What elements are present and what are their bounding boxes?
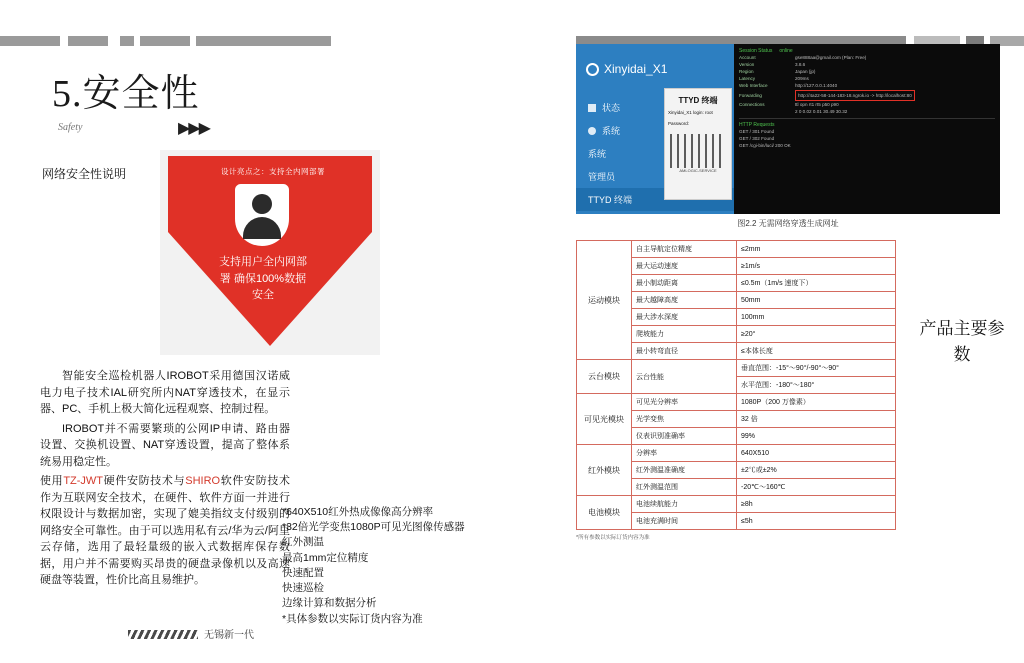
sidebar-item-label: 系统 (602, 126, 621, 136)
session-status-label: Session Status (739, 48, 773, 54)
table-value-cell: ≤本体长度 (737, 343, 896, 360)
sidebar-item-label: TTYD 终端 (588, 195, 632, 205)
console-sidebar (576, 44, 734, 214)
spec-bullet-list (282, 505, 482, 627)
status-value: 3.8.6 (795, 62, 806, 68)
table-row (577, 360, 896, 377)
terminal-login-line: Xinyidai_X1 login: root (668, 110, 713, 115)
table-value-cell: 640X510 (737, 445, 896, 462)
status-value: 2 0 0.02 0.01 30.49 30.32 (795, 108, 848, 114)
sidebar-item-label: 系统 (588, 149, 607, 159)
status-value: http://127.0.0.1:4040 (795, 83, 838, 89)
forwarding-row (739, 90, 995, 101)
list-item: 快速配置 (282, 566, 324, 579)
shield-text-line-2: 署 确保100%数据 (219, 272, 307, 285)
body-copy (40, 368, 290, 592)
gear-icon (588, 127, 596, 135)
spec-table (576, 240, 896, 530)
console-brand-label: Xinyidai_X1 (604, 62, 668, 76)
spec-table-wrapper (576, 240, 896, 541)
page-subtitle: Safety (58, 122, 83, 133)
shield-text-line-3: 安全 (252, 289, 274, 301)
list-item: 快速巡检 (282, 582, 324, 595)
table-key-cell: 电池续航能力 (632, 496, 737, 513)
status-row (739, 54, 995, 61)
http-log-row: GET / 301 Found (739, 128, 775, 134)
status-key: Version (739, 62, 755, 68)
table-key-cell: 爬坡能力 (632, 326, 737, 343)
table-value-cell: 32 倍 (737, 411, 896, 428)
table-key-cell: 最大涉水深度 (632, 309, 737, 326)
list-item: 红外测温 (282, 536, 324, 549)
table-key-cell: 电池充满时间 (632, 513, 737, 530)
paragraph-2: IROBOT并不需要繁琐的公网IP申请、路由器设置、交换机设置、NAT穿透设置，提高了整体系统易用稳定性。 (40, 422, 290, 468)
table-value-cell: 垂直范围：-15°～90°/-90°～90° (737, 360, 896, 377)
table-value-cell: 50mm (737, 292, 896, 309)
forwarding-url-highlight: http://4a22-58-144-183-18.ngrok.io -> http://localhost:80 (795, 90, 915, 101)
terminal-footer: AMLOGIC-SERVICE (679, 167, 717, 173)
footer-stripes-decoration (128, 630, 198, 639)
table-group-cell: 云台模块 (577, 360, 632, 394)
status-row (739, 75, 995, 82)
grid-icon (588, 104, 596, 112)
table-key-cell: 自主导航定位精度 (632, 241, 737, 258)
table-key-cell: 云台性能 (632, 360, 737, 394)
table-key-cell: 最小转弯直径 (632, 343, 737, 360)
table-key-cell: 光学变焦 (632, 411, 737, 428)
paragraph-3-post: 软件安防技术作为互联网安全技术，在硬件、软件方面一并进行权限设计与数据加密，实现了媲美指纹支付级别的网络安全可靠性。由于可以选用私有云/华为云/阿里云存储，选用了最轻量级的嵌入式数据库保存数据，用户并不需要购买昂贵的硬盘录像机以及高速硬盘等装置，性价比高且易维护。 (40, 475, 291, 586)
status-key: Web Interface (739, 83, 768, 89)
table-group-cell: 电池模块 (577, 496, 632, 530)
status-key: Forwarding (739, 92, 762, 98)
status-value: ttl opn rt1 rt5 p50 p90 (795, 101, 839, 107)
sidebar-item-label: 管理员 (588, 172, 616, 182)
console-screenshot (576, 44, 1000, 214)
person-shield-icon (235, 184, 289, 246)
right-section-title: 产品主要参数 (919, 319, 1005, 364)
status-row (739, 61, 995, 68)
tech-term-tz-jwt: TZ-JWT (63, 475, 104, 487)
table-value-cell: ≥8h (737, 496, 896, 513)
table-value-cell: 水平范围：-180°～180° (737, 377, 896, 394)
table-row (577, 445, 896, 462)
table-row (577, 394, 896, 411)
table-group-cell: 可见光模块 (577, 394, 632, 445)
http-log-row: GET / 302 Found (739, 135, 775, 141)
page-title: 5.安全性 (52, 73, 200, 115)
http-requests-header: HTTP Requests (739, 121, 775, 128)
terminal-ascii-art (670, 134, 726, 168)
table-group-cell: 红外模块 (577, 445, 632, 496)
table-value-cell: ≤5h (737, 513, 896, 530)
paragraph-3-pre: 使用 (40, 475, 64, 487)
table-value-cell: 100mm (737, 309, 896, 326)
table-group-cell: 运动模块 (577, 241, 632, 360)
paragraph-3-mid: 硬件安防技术与 (103, 475, 186, 487)
table-value-cell: ≤0.5m（1m/s 速度下） (737, 275, 896, 292)
status-value: Japan (jp) (795, 69, 816, 75)
table-key-cell: 最大运动速度 (632, 258, 737, 275)
status-key: Latency (739, 76, 756, 82)
right-column (576, 44, 1006, 541)
shield-text (188, 254, 338, 304)
session-status-value: online (779, 48, 793, 54)
list-item: *具体参数以实际订货内容为准 (282, 612, 423, 625)
shield-banner-text: 设计亮点之：支持全内网部署 (221, 167, 325, 176)
status-row (739, 108, 995, 115)
console-brand (586, 62, 667, 76)
table-footnote: *所有参数以实际订货内容为准 (576, 535, 650, 541)
list-item: *32倍光学变焦1080P可见光图像传感器 (282, 521, 465, 534)
ngrok-status-panel (734, 44, 1000, 214)
table-value-cell: ≤2mm (737, 241, 896, 258)
status-value: gse888aa@gmail.com (Plan: Free) (795, 55, 867, 60)
table-row (577, 241, 896, 258)
status-row (739, 68, 995, 75)
table-value-cell: -20℃～160℃ (737, 479, 896, 496)
tech-term-shiro: SHIRO (185, 475, 221, 487)
table-key-cell: 最小制动距离 (632, 275, 737, 292)
shield-text-line-1: 支持用户全内网部 (219, 256, 307, 268)
divider (739, 118, 995, 119)
status-key: Account (739, 55, 756, 60)
status-key: Region (739, 69, 754, 75)
table-key-cell: 分辨率 (632, 445, 737, 462)
section-caption: 网络安全性说明 (42, 167, 127, 181)
terminal-window[interactable] (664, 88, 732, 200)
table-key-cell: 可见光分辨率 (632, 394, 737, 411)
list-item: 最高1mm定位精度 (282, 551, 369, 564)
figure-caption: 图2.2 无需网络穿透生成网址 (737, 219, 839, 228)
paragraph-1: 智能安全巡检机器人IROBOT采用德国汉诺威电力电子技术IAL研究所内NAT穿透技术，在显示器、PC、手机上极大简化远程观察、控制过程。 (40, 370, 290, 415)
status-row (739, 101, 995, 108)
shield-illustration (160, 150, 380, 355)
table-key-cell: 红外测温范围 (632, 479, 737, 496)
table-key-cell: 仪表识别准确率 (632, 428, 737, 445)
paragraph-3 (40, 473, 290, 589)
table-row (577, 496, 896, 513)
table-value-cell: 1080P（200 万像素） (737, 394, 896, 411)
terminal-password-line: Password: (668, 120, 690, 126)
table-value-cell: ≥20° (737, 326, 896, 343)
list-item: *640X510红外热成像像高分辨率 (282, 506, 434, 518)
status-value: 209ms (795, 76, 809, 82)
terminal-title: TTYD 终端 (678, 96, 718, 105)
status-row (739, 82, 995, 89)
brand-dot-icon (586, 63, 599, 76)
footer-brand: 无锡新一代 (204, 630, 254, 641)
status-key: Connections (739, 101, 765, 107)
sidebar-item-label: 状态 (602, 103, 621, 113)
table-value-cell: 99% (737, 428, 896, 445)
table-value-cell: ≥1m/s (737, 258, 896, 275)
table-key-cell: 最大越障高度 (632, 292, 737, 309)
table-value-cell: ±2℃或±2% (737, 462, 896, 479)
table-key-cell: 红外测温准确度 (632, 462, 737, 479)
http-log-row: GET /cgi-bin/luci/ 200 OK (739, 143, 791, 149)
arrows-icon: ▶▶▶ (178, 120, 209, 137)
list-item: 边缘计算和数据分析 (282, 597, 377, 610)
